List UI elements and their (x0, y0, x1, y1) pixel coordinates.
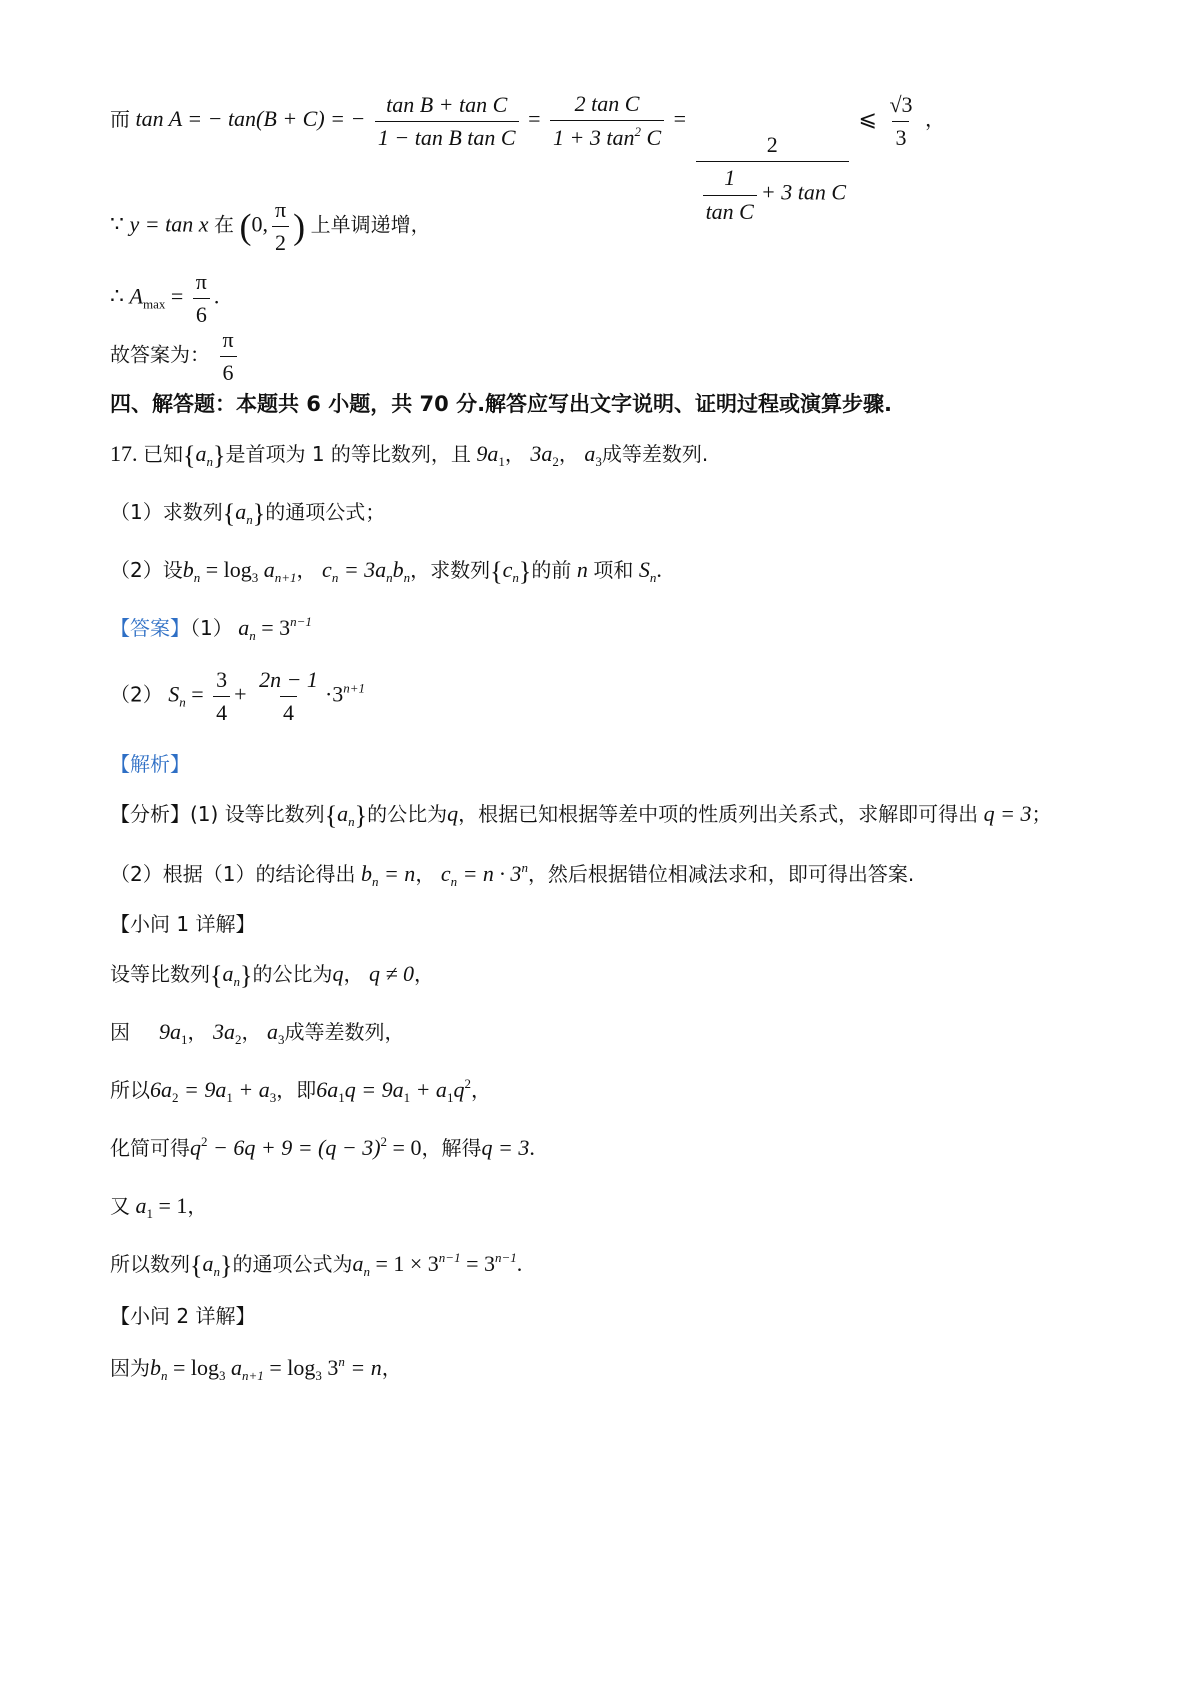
sub: n (331, 570, 339, 585)
var-b: b (182, 557, 194, 582)
comma: ， (187, 1020, 208, 1044)
var-a: a (231, 1355, 243, 1380)
sub: n+1 (274, 570, 297, 585)
sub: 2 (172, 1090, 179, 1105)
term: 6a (150, 1077, 172, 1102)
text-er: 而 (110, 107, 130, 132)
sub: n (386, 570, 393, 585)
sup: 2 (380, 1134, 388, 1149)
left-paren: ( (239, 206, 252, 247)
eq-sign: = (170, 283, 184, 309)
sub: 1 (338, 1090, 345, 1105)
pi-over-6 (220, 328, 237, 385)
den: 4 (280, 696, 297, 725)
var-a: a (135, 1193, 147, 1218)
term: = 9a (184, 1077, 227, 1102)
text: ，然后根据错位相减法求和，即可得出答案. (527, 862, 915, 886)
f2-den (550, 120, 664, 150)
term: = 0 (392, 1135, 422, 1160)
eq: = n · 3 (462, 861, 522, 886)
f2-den-sup: 2 (634, 124, 641, 140)
f1-den: 1 − tan B tan C (375, 121, 519, 150)
eq: = (191, 681, 204, 707)
sub: 3 (278, 1032, 285, 1047)
f3-inner-fraction (703, 166, 757, 223)
log-base: 3 (219, 1368, 226, 1383)
answer-label: 故答案为： (110, 342, 210, 367)
eq-sign: = (673, 106, 687, 132)
sup: n (521, 860, 528, 875)
section-heading: 四、解答题：本题共 6 小题，共 70 分.解答应写出文字说明、证明过程或演算步骤. (110, 392, 893, 416)
pi-den: 6 (193, 298, 210, 327)
f3-num: 2 (766, 132, 778, 158)
semicolon: ； (1031, 802, 1052, 826)
fenxi-line-1 (110, 798, 1052, 831)
monotonic-line (110, 198, 431, 255)
eq: = 1 (158, 1193, 188, 1218)
var-b: b (392, 557, 404, 582)
sub: 1 (498, 454, 505, 469)
pi-num: π (222, 327, 234, 352)
sub-max: max (142, 296, 166, 312)
text: （1）求数列 (110, 500, 223, 524)
pi-num: π (275, 197, 287, 222)
sub: n (649, 570, 657, 585)
term-3a2: 3a (530, 441, 553, 466)
term: a (267, 1019, 278, 1044)
pi-over-2 (272, 198, 289, 255)
sub1-line-3 (110, 1074, 491, 1106)
text: 是首项为 1 的等比数列，且 (225, 442, 471, 466)
sub: n (213, 1264, 220, 1279)
pi-over-6 (193, 270, 210, 327)
var-a: A (129, 283, 143, 309)
sub: 2 (235, 1032, 242, 1047)
eq: = n (350, 1355, 382, 1380)
var-b: b (150, 1355, 161, 1380)
right-brace: } (219, 1250, 233, 1280)
sub: n (371, 874, 379, 889)
fenxi-tag: 【分析】 (110, 802, 190, 826)
f1-num: tan B + tan C (386, 91, 508, 117)
right-brace: } (212, 440, 226, 470)
sub1-line-6 (110, 1248, 522, 1281)
sub: 1 (146, 1206, 153, 1221)
text: ，即 (276, 1078, 317, 1102)
term: 3a (213, 1019, 235, 1044)
interval-zero: 0, (251, 211, 268, 237)
text: (1) 设等比数列 (190, 802, 325, 826)
sup: n (338, 1354, 345, 1369)
f3-inner-den: tan C (703, 195, 757, 224)
var-a: a (238, 615, 250, 640)
answer-tag: 【答案】 (110, 616, 190, 640)
sub: 1 (403, 1090, 411, 1105)
var-n: n (576, 557, 588, 582)
eq: = 3 (466, 1251, 495, 1276)
sub1-line-1 (110, 958, 434, 991)
var-c: c (440, 861, 451, 886)
text: ，解得 (421, 1136, 482, 1160)
den: 4 (213, 696, 230, 725)
right-paren: ) (293, 206, 306, 247)
sub: n (403, 570, 411, 585)
question-17 (110, 438, 708, 471)
eq: = 3 (261, 615, 291, 640)
pi-den: 2 (272, 226, 289, 255)
text: 的公比为 (252, 962, 333, 986)
text: （2）根据（1）的结论得出 (110, 862, 356, 886)
sub1-heading: 【小问 1 详解】 (110, 912, 256, 936)
text: （2） (110, 682, 163, 707)
eq: = n (383, 861, 416, 886)
plus: + (234, 681, 247, 707)
eq: = 1 × 3 (375, 1251, 439, 1276)
seq-a: a (195, 441, 207, 466)
var-a: a (263, 557, 275, 582)
text: 成等差数列， (284, 1020, 405, 1044)
fraction-3 (696, 133, 849, 224)
sub: 3 (595, 454, 602, 469)
f2-num: 2 tan C (574, 91, 640, 116)
analysis-tag: 【解析】 (110, 752, 190, 776)
therefore-symbol: ∴ (110, 283, 124, 309)
var-c: c (502, 557, 513, 582)
fraction (213, 668, 230, 725)
sup: 2 (201, 1134, 208, 1149)
right-brace: } (239, 960, 253, 990)
sub-n: n (206, 454, 213, 469)
y-tan-x: y = tan x (129, 211, 209, 237)
sub-n: n (246, 512, 253, 527)
eq-sign: = (528, 106, 541, 132)
comma: ， (381, 1356, 402, 1380)
f3-den-post: + 3 tan C (760, 180, 846, 206)
period: . (516, 1251, 523, 1276)
question-number: 17. (110, 441, 138, 466)
sub: n (348, 814, 355, 829)
tan-a-expr: tan A = − tan(B + C) = − (135, 106, 366, 132)
part-1 (110, 496, 385, 529)
term-a3: a (584, 441, 596, 466)
comma: ， (415, 862, 436, 886)
sqrt3-num: √3 (889, 91, 913, 117)
part-2 (110, 554, 662, 587)
sub: n (161, 1368, 168, 1383)
left-brace: { (490, 556, 503, 586)
seq-a: a (202, 1251, 214, 1276)
left-brace: { (190, 1250, 203, 1280)
sub: 3 (269, 1090, 277, 1105)
amax-line (110, 270, 219, 327)
num: 2n − 1 (259, 667, 318, 692)
sub: n (450, 874, 458, 889)
comma: ， (925, 107, 946, 132)
var-s: S (168, 681, 180, 707)
sub: n (249, 628, 256, 643)
term: 6a (316, 1077, 339, 1102)
because-symbol: ∵ (110, 211, 124, 237)
sub1-line-4 (110, 1132, 535, 1161)
term: + a (415, 1077, 447, 1102)
sub: 1 (446, 1090, 454, 1105)
comma: ， (414, 962, 435, 986)
var-a: a (352, 1251, 364, 1276)
sub1-line-5 (110, 1190, 207, 1222)
text: ，根据已知根据等差中项的性质列出关系式，求解即可得出 (458, 802, 979, 826)
answer-line (110, 328, 241, 385)
three: 3 (327, 1355, 339, 1380)
fraction-sqrt3 (886, 93, 915, 150)
sub: 2 (552, 454, 559, 469)
sub2-heading: 【小问 2 详解】 (110, 1304, 256, 1328)
sup: n−1 (495, 1250, 517, 1265)
term: q (453, 1077, 465, 1102)
period: . (656, 557, 662, 582)
f3-den (696, 161, 849, 223)
text: 又 (110, 1194, 130, 1218)
f2-den-post: C (640, 125, 662, 151)
left-brace: { (183, 440, 196, 470)
sub: n (363, 1264, 370, 1279)
text: （1） (190, 616, 233, 640)
term: q = 9a (344, 1077, 404, 1102)
text-zai: 在 (214, 212, 234, 237)
left-brace: { (222, 498, 236, 528)
text: 因为 (110, 1356, 150, 1380)
fraction-2 (550, 92, 664, 150)
right-brace: } (518, 556, 532, 586)
text: 所以数列 (110, 1252, 190, 1276)
sqrt3-den: 3 (892, 121, 909, 150)
dot-3: ·3 (324, 681, 344, 707)
term: + a (238, 1077, 270, 1102)
text: 项和 (593, 558, 634, 582)
var-s: S (638, 557, 650, 582)
text: （2）设 (110, 558, 183, 582)
seq-a: a (222, 961, 234, 986)
comma: ， (504, 442, 525, 466)
q-neq-0: q ≠ 0 (368, 961, 415, 986)
monotonic-text: 上单调递增， (310, 212, 431, 237)
sup: n−1 (290, 614, 312, 629)
comma: ， (470, 1078, 491, 1102)
sub1-line-2 (110, 1016, 405, 1048)
sub: n (193, 570, 201, 585)
text: 已知 (143, 442, 183, 466)
log-base: 3 (251, 570, 259, 585)
fraction (256, 668, 321, 725)
term: − 6q + 9 = (213, 1135, 313, 1160)
comma: ， (241, 1020, 262, 1044)
sub: 1 (226, 1090, 233, 1105)
sup: n+1 (343, 680, 366, 696)
right-brace: } (354, 800, 368, 830)
right-brace: } (252, 498, 266, 528)
seq-a: a (337, 801, 349, 826)
sub: n (233, 974, 240, 989)
var-c: c (322, 557, 332, 582)
q-eq-3: q = 3 (983, 801, 1032, 826)
comma: ， (187, 1194, 208, 1218)
fenxi-line-2 (110, 858, 914, 890)
sub: n+1 (242, 1368, 264, 1383)
sub: n (179, 694, 186, 710)
sup: 2 (464, 1076, 471, 1091)
text: 的通项公式； (265, 500, 386, 524)
text: 设等比数列 (110, 962, 210, 986)
log: = log (173, 1355, 220, 1380)
pi-den: 6 (220, 356, 237, 385)
left-brace: { (324, 800, 338, 830)
period: . (213, 283, 220, 309)
text: ，求数列 (410, 558, 491, 582)
term-9a1: 9a (476, 441, 499, 466)
term: (q − 3) (318, 1135, 381, 1160)
eq: = 3a (343, 557, 387, 582)
text: 的公比为 (367, 802, 448, 826)
sub: 1 (181, 1032, 188, 1047)
pi-num: π (195, 269, 207, 294)
var-q: q (447, 801, 459, 826)
text: 的前 (531, 558, 572, 582)
left-brace: { (210, 960, 223, 990)
comma: ， (343, 962, 364, 986)
sub: n (512, 570, 519, 585)
text: 化简可得 (110, 1136, 190, 1160)
term: q (190, 1135, 201, 1160)
period: . (529, 1135, 535, 1160)
text: 成等差数列. (601, 442, 709, 466)
leq-sign: ⩽ (858, 106, 877, 132)
term: 9a (159, 1019, 181, 1044)
text: 所以 (110, 1078, 150, 1102)
var-b: b (360, 861, 372, 886)
fraction-1 (375, 93, 519, 150)
f2-den-pre: 1 + 3 tan (552, 125, 635, 151)
sup: n−1 (438, 1250, 461, 1265)
answer-2 (110, 668, 365, 725)
text: 的通项公式为 (232, 1252, 353, 1276)
log: = log (205, 557, 252, 582)
num: 3 (216, 667, 228, 692)
f3-inner-num: 1 (724, 165, 736, 191)
var-q: q (332, 961, 344, 986)
log: = log (269, 1355, 316, 1380)
q-eq-3: q = 3 (481, 1135, 530, 1160)
text: 因 (110, 1020, 130, 1044)
answer-1 (110, 612, 312, 644)
sub2-line-1 (110, 1352, 402, 1384)
log-base: 3 (315, 1368, 322, 1383)
comma: ， (296, 558, 317, 582)
seq-a: a (235, 499, 247, 524)
comma: ， (558, 442, 579, 466)
